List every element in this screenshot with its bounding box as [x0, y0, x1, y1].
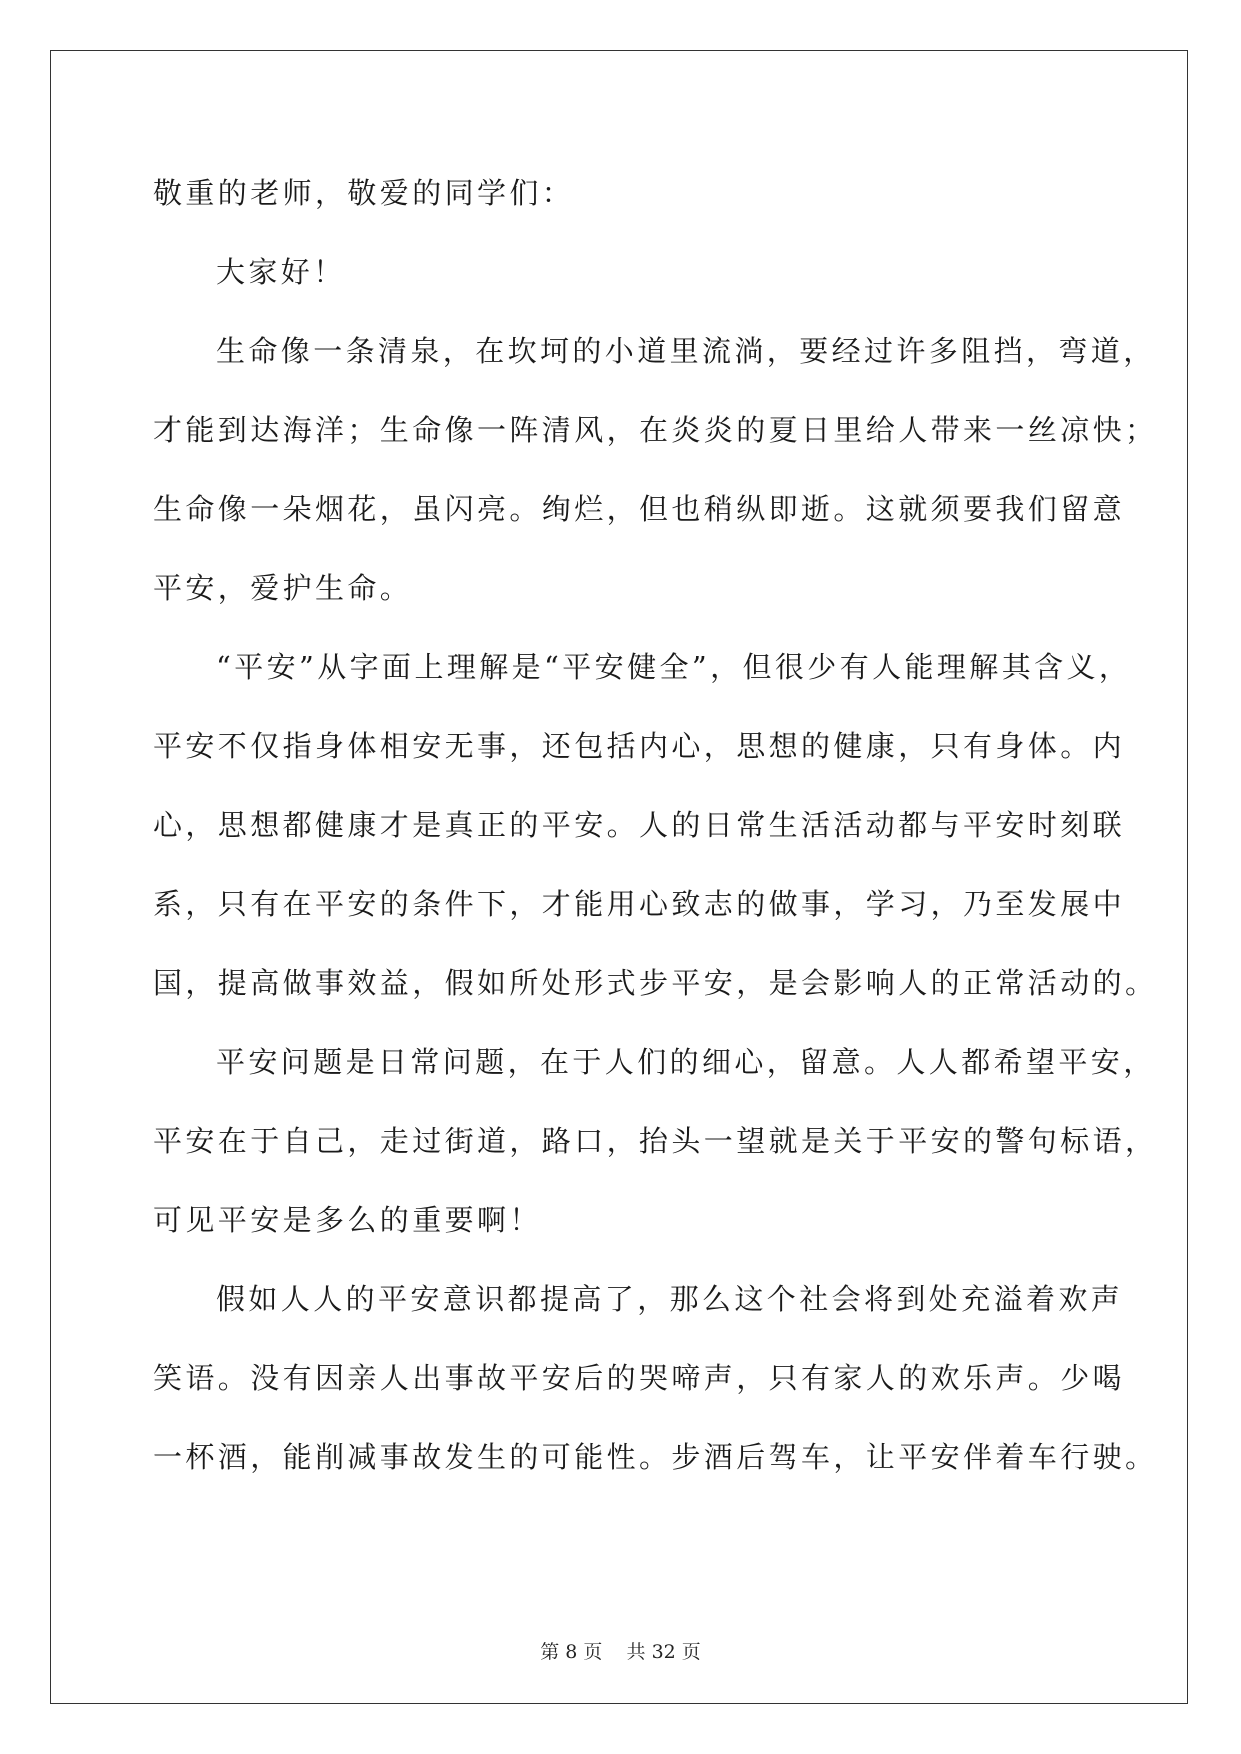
text-line-12: 平安问题是日常问题，在于人们的细心，留意。人人都希望平安，: [216, 1045, 1156, 1079]
text-line-9: 心，思想都健康才是真正的平安。人的日常生活活动都与平安时刻联: [153, 808, 1126, 842]
text-line-8: 平安不仅指身体相安无事，还包括内心，思想的健康，只有身体。内: [153, 729, 1126, 763]
document-body: [153, 164, 1158, 1507]
text-line-5: 生命像一朵烟花，虽闪亮。绚烂，但也稍纵即逝。这就须要我们留意: [153, 492, 1126, 526]
text-line-3: 生命像一条清泉，在坎坷的小道里流淌，要经过许多阻挡，弯道，: [216, 334, 1156, 368]
text-line-14: 可见平安是多么的重要啊！: [153, 1203, 542, 1237]
text-line-16: 笑语。没有因亲人出事故平安后的哭啼声，只有家人的欢乐声。少喝: [153, 1361, 1126, 1395]
text-line-11: 国，提高做事效益，假如所处形式步平安，是会影响人的正常活动的。: [153, 966, 1158, 1000]
text-line-4: 才能到达海洋；生命像一阵清风，在炎炎的夏日里给人带来一丝凉快；: [153, 413, 1158, 447]
text-line-13: 平安在于自己，走过街道，路口，抬头一望就是关于平安的警句标语，: [153, 1124, 1158, 1158]
text-line-2: 大家好！: [216, 255, 346, 289]
text-line-17: 一杯酒，能削减事故发生的可能性。步酒后驾车，让平安伴着车行驶。: [153, 1440, 1158, 1474]
text-line-10: 系，只有在平安的条件下，才能用心致志的做事，学习，乃至发展中: [153, 887, 1126, 921]
page-number-footer: 第 8 页 共 32 页: [540, 1641, 701, 1663]
text-line-1: 敬重的老师，敬爱的同学们：: [153, 176, 575, 210]
text-line-7: “平安”从字面上理解是“平安健全”，但很少有人能理解其含义，: [216, 650, 1132, 684]
text-line-15: 假如人人的平安意识都提高了，那么这个社会将到处充溢着欢声: [216, 1282, 1124, 1316]
text-line-6: 平安，爱护生命。: [153, 571, 413, 605]
